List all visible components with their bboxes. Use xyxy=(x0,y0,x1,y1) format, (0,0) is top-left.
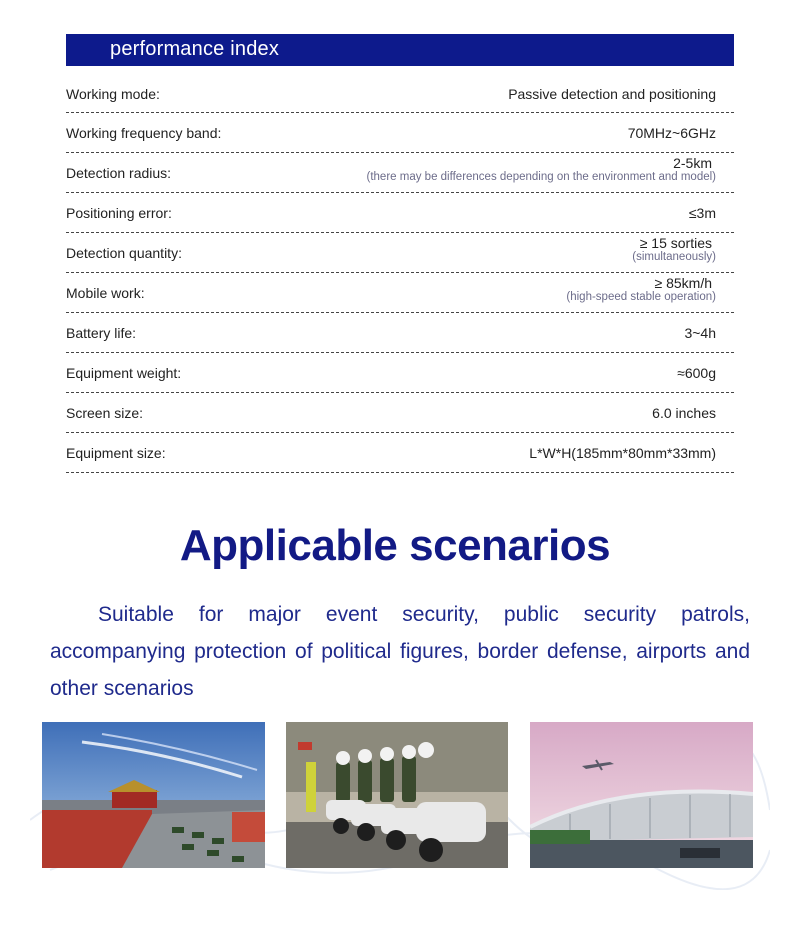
spec-value: L*W*H(185mm*80mm*33mm) xyxy=(529,445,716,461)
spec-label: Equipment size: xyxy=(66,445,166,461)
motorcade-photo xyxy=(286,722,508,868)
spec-label: Battery life: xyxy=(66,325,137,341)
spec-value: ≤3m xyxy=(688,205,716,221)
spec-label: Mobile work: xyxy=(66,285,145,301)
parade-photo xyxy=(42,722,265,868)
spec-row-working-mode xyxy=(66,74,734,113)
spec-row-equipment-weight xyxy=(66,353,734,393)
spec-value-note: (simultaneously) xyxy=(632,251,716,263)
spec-value xyxy=(566,275,716,304)
spec-row-screen-size xyxy=(66,393,734,433)
spec-row-equipment-size xyxy=(66,433,734,473)
spec-row-frequency-band xyxy=(66,113,734,153)
section-title: performance index xyxy=(110,38,280,60)
spec-label: Working frequency band: xyxy=(66,125,222,141)
spec-value: 3~4h xyxy=(684,325,716,341)
spec-value xyxy=(367,155,716,184)
scenarios-description-text: Suitable for major event security, public security patrols, accompanying protection of political figures, border defense, airports and other scenarios xyxy=(50,603,750,700)
spec-label: Detection radius: xyxy=(66,165,172,181)
scenarios-heading: Applicable scenarios xyxy=(179,521,611,570)
spec-value xyxy=(632,235,716,264)
spec-value-main: ≥ 85km/h xyxy=(654,275,712,291)
spec-label: Working mode: xyxy=(66,86,160,102)
spec-value: Passive detection and positioning xyxy=(508,86,716,102)
spec-value-main: ≥ 15 sorties xyxy=(639,235,712,251)
spec-row-battery-life xyxy=(66,313,734,353)
spec-value: 70MHz~6GHz xyxy=(627,125,716,141)
spec-row-detection-quantity xyxy=(66,233,734,273)
spec-label: Positioning error: xyxy=(66,205,172,221)
spec-value-note: (high-speed stable operation) xyxy=(566,291,716,303)
performance-index-header xyxy=(66,34,734,66)
spec-label: Screen size: xyxy=(66,405,144,421)
spec-row-positioning-error xyxy=(66,193,734,233)
spec-value: ≈600g xyxy=(677,365,716,381)
spec-value: 6.0 inches xyxy=(652,405,716,421)
spec-label: Equipment weight: xyxy=(66,365,182,381)
spec-table xyxy=(66,74,734,473)
airport-photo xyxy=(530,722,753,868)
spec-label: Detection quantity: xyxy=(66,245,182,261)
spec-value-note: (there may be differences depending on the environment and model) xyxy=(366,171,716,183)
scenarios-description xyxy=(50,596,750,707)
spec-value-main: 2-5km xyxy=(673,155,712,171)
spec-row-detection-radius xyxy=(66,153,734,193)
spec-row-mobile-work xyxy=(66,273,734,313)
